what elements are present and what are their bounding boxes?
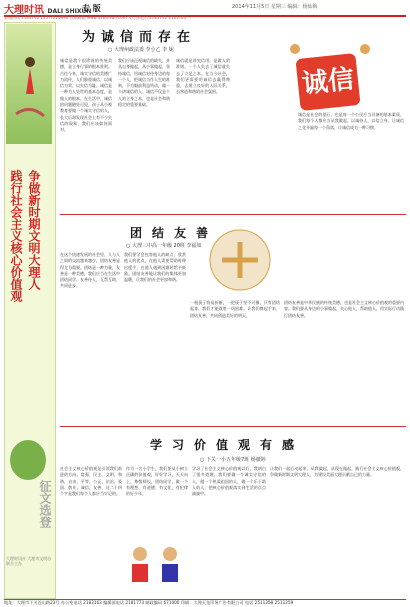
article1-title: 为诚信而存在 [82,30,197,45]
sidebar-slogan-1: 践行社会主义核心价值观 [9,170,23,302]
article1-col1: 诚信是我个很珍视的传统美德，是立身行事的根本准则。古往今来，诚实守信的美德广为流传，人们敬重诚信，以诚信为荣，以失信为耻。诚信是一种为人处世的基本态度，是做人的根本。在生活中，诚信的问题随处可见，孩子从小被教育要做一个诚实守信的人，长大后却发现社会上有不少失信的现象，我们应该如何面对。 [60,58,112,133]
article2-col3: 一根筷子容易折断，一把筷子坚不可摧。只有团结起来，我们才能战胜一切困难。让我们携起手来，团结友善，共同创造美好的明天。 [190,300,280,318]
article1-col4: 诚信是社会的基石，也是每一个公民应当具备的基本素质。我们每个人都应当从我做起，以诚待人，以信立身，让诚信之花开遍每一个角落，让诚信成为一种习惯。 [298,112,404,130]
article2-col1: 在这个快速发展的社会里，人与人之间的交流越来越少，团结友善显得尤为重要。团结是一种力量，友善是一种美德，我们应当在生活中团结同学、友善待人，互帮互助，共同进步。 [60,252,120,289]
page-name: 专 版 [82,4,101,13]
worker-icon [360,44,370,54]
divider [60,426,406,427]
newspaper-logo: 大理时讯 DALI SHIXUN [4,5,92,16]
dancer-icon [6,24,52,144]
reading-children-icon [120,540,190,590]
joined-hands-icon [200,224,280,296]
article3-byline: ○ 下关一小五年级7班 杨薇婷 [200,457,266,463]
tree-icon [10,440,46,480]
article3-title: 学习价值观有感 [150,438,305,452]
worker-icon [290,44,300,54]
article3-col2: 作为一名小学生，我们要从小树立正确的价值观，好好学习，天天向上，尊敬师长，团结同学，做一个有理想、有道德、有文化、有纪律的好少年。 [126,466,188,497]
article2-title: 团结友善 [130,226,219,240]
issue-meta: 2014年11月5日 星期三 编辑：杨仙梅 [232,4,318,10]
integrity-illustration: 诚信 [295,53,360,111]
contact-line: 新闻热线 2181740 13577226990 投稿邮箱 www.daishixun.com 发行部电话 2181742 2181743 [4,15,187,20]
footer: 地址：大理市下关苍山路23号 办公室电话 2183163 编辑部电话 2181773 邮政编码 671000 印刷：大理天龙印务广告有限公司 电话 2511258 2511259 [4,599,406,607]
article2-col2: 我们要学会包容他人的缺点，欣赏他人的优点，在他人需要帮助时伸出援手，在他人遇到困难时给予鼓励。团结友善能让我们的集体更加温暖，让我们的社会更加和谐。 [124,252,186,283]
sidebar-note: 大理时讯社 大理市文明办 联合主办 [6,556,52,566]
article3-col3: 学习了社会主义核心价值观以后，我明白了很多道理。我们要做一个诚实守信的人，做一个热爱祖国的人，做一个乐于助人的人，把核心价值观落实到生活的点点滴滴中。 [192,466,266,497]
sidebar-slogan-2: 争做新时期文明大理人 [27,170,41,290]
article1-byline: ○ 大理州政法委 李小乙 李 妮 [108,47,174,53]
article3-col1: 社会主义核心价值观是引领我们前进的方向。富强、民主、文明、和谐，自由、平等、公正、法治，爱国、敬业、诚信、友善，这二十四个字是我们每个人都应当牢记的。 [60,466,122,497]
article1-col3: 诚信就是讲究信用，是做人的准则。一个人失去了诚信就失去了立足之本。在当今社会，我们更需要用诚信去赢得尊重，去建立良好的人际关系，去营造和谐的社会氛围。 [176,58,230,95]
sidebar-slogan-3: 征文选登 [38,480,52,528]
sidebar-illustration [6,24,52,144]
divider [60,214,406,215]
article3-col4: 让我们一起行动起来，从我做起，从现在做起，践行社会主义核心价值观，争做新时期文明大理人，为建设美丽大理贡献自己的力量。 [270,466,404,478]
article2-byline: ○ 大理三中高一年级 20班 李福如 [126,243,202,249]
article2-col4: 团结友善是中华民族的传统美德，也是社会主义核心价值观的重要内容。我们要从身边的小事做起，关心他人，帮助他人，用实际行动践行团结友善。 [284,300,404,318]
article1-col2: 我们应该正视诚信的缺失，并从自身做起，从小事做起，坚持诚信，用诚信对待身边的每一个人，把诚信当作人生的准则，不为眼前利益所动，做一个讲诚信的人。诚信不仅是个人的立身之本，也是社会和谐稳定的重要基础。 [118,58,170,108]
